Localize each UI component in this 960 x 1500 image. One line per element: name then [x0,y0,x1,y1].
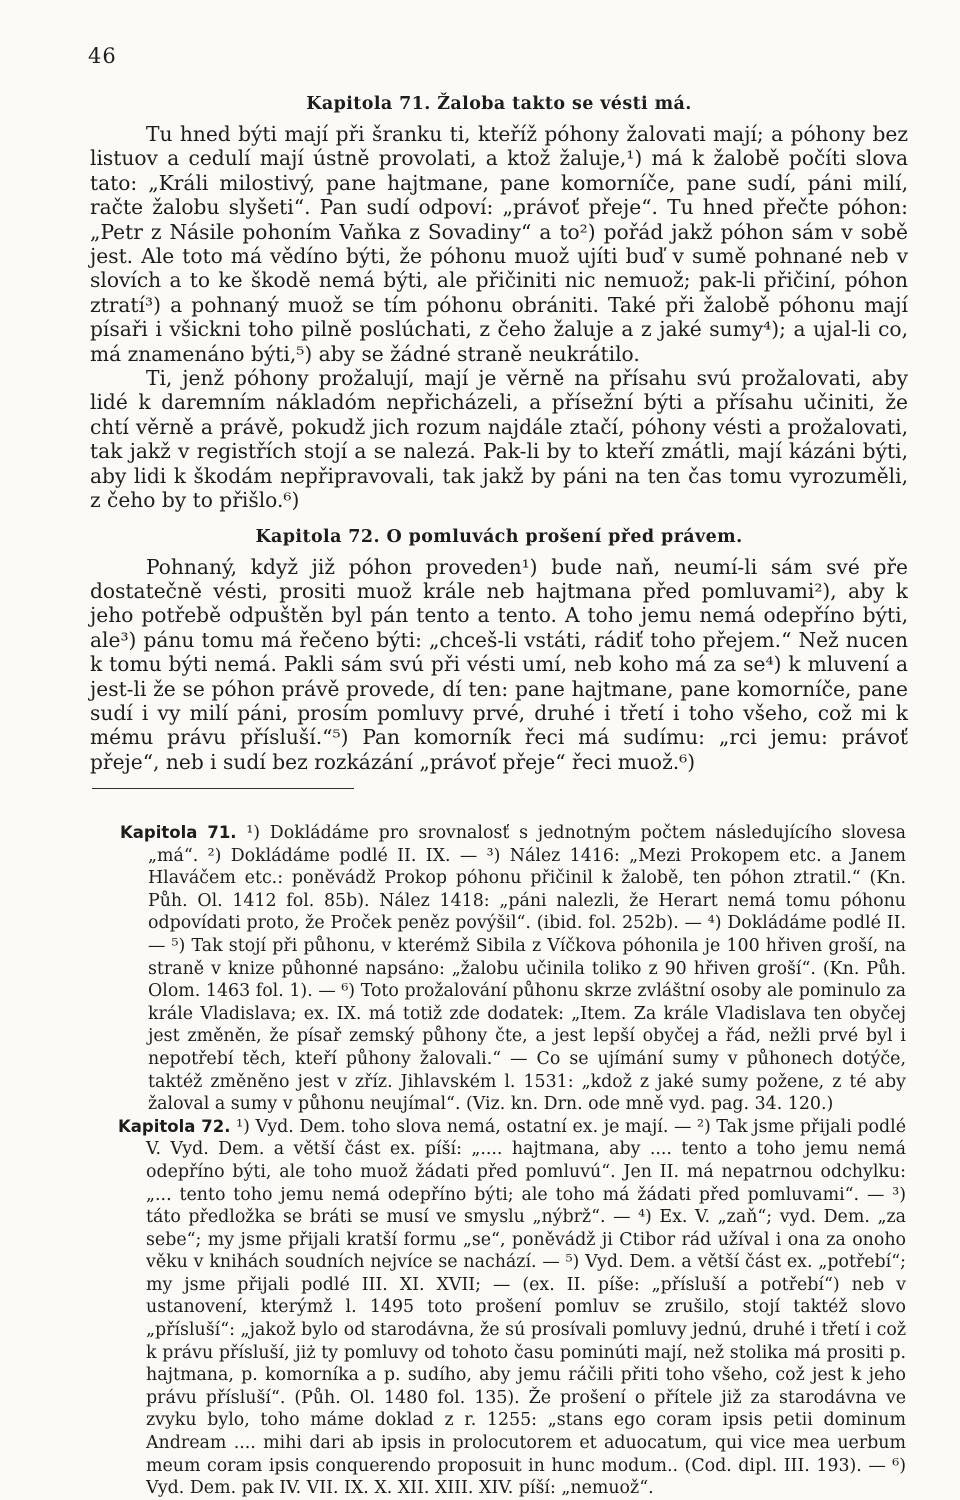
footnote-label-72: Kapitola 72. [118,1116,231,1136]
chapter-72-paragraph-1: Pohnaný, když již póhon proveden¹) bude naň, neumí-li sám své pře dostatečně vésti, prositi muož krále neb hajtmana před pomluvami²), aby k jeho potřebě odpuštěn byl pán tento a tento. A toho jemu nemá odepříno býti, ale³) pánu tomu má řečeno býti: „chceš-li vstáti, rádiť toho přejem.“ Než nucen k tomu býti nemá. Pakli sám svú při vésti umí, neb koho má za se⁴) k mluvení a jest-li že se póhon právě provede, dí ten: pane hajtmane, pane komorníče, pane sudí i vy milí páni, prosím pomluvy prvé, druhé i třetí i toho všeho, což mi k mému právu přísluší.“⁵) Pan komorník řeci má sudímu: „rci jemu: právoť přeje“, neb i sudí bez rozkázání „právoť přeje“ řeci muož.⁶) [90,554,908,774]
footnotes-chapter-72 [118,1116,906,1500]
footnotes-chapter-71 [120,822,906,1116]
footnote-divider [92,788,354,789]
main-text [90,90,908,789]
chapter-72-heading: Kapitola 72. O pomluvách prošení před právem. [255,526,743,547]
page-number: 46 [88,44,117,68]
footnotes [120,822,906,1500]
chapter-71-heading: Kapitola 71. Žaloba takto se vésti má. [306,94,692,114]
chapter-71-paragraph-2: Ti, jenž póhony prožalují, mají je věrně na přísahu svú prožalovati, aby lidé k daremním nákladóm nepřicházeli, a přísežní býti a přísahu učiniti, že chtí věrně a právě, pokudž jich rozum najdále ztačí, póhony vésti a prožalovati, tak jakž v registřích stojí a se nalezá. Pak-li by to kteří zmátli, mají kázáni býti, aby lidi k škodám nepřipravovali, tak jakž by páni na ten čas tomu vyrozuměli, z čeho by to přišlo.⁶) [90,366,908,513]
footnote-text-71: ¹) Dokládáme pro srovnalosť s jednotným počtem následujícího slovesa „má“. ²) Dokládáme podlé II. IX. — ³) Nález 1416: „Mezi Prokopem etc. a Janem Hlaváčem etc.: poněvádž Prokop póhonu přičinil k žalobě, ten póhon ztratil.“ (Kn. Půh. Ol. 1412 fol. 85b). Nález 1418: „páni nalezli, že Herart nemá tomu póhonu odpovídati proto, že Proček peněz povýšil“. (ibid. fol. 252b). — ⁴) Dokládáme podlé II. — ⁵) Tak stojí při půhonu, v kterémž Sibila z Víčkova póhonila je 100 hřiven groší, na straně v knize půhonné napsáno: „žalobu učinila toliko z 90 hřiven groší“. (Kn. Půh. Olom. 1463 fol. 1). — ⁶) Toto prožalování půhonu skrze zvláštní osoby ale pominulo za krále Vladislava; ex. IX. má totiž zde dodatek: „Item. Za krále Vladislava ten obyčej jest změněn, že písař zemský půhony čte, a jest lepší obyčej a řád, nežli prvé byl i nepotřebí těch, kteří půhony žalovali.“ — Co se ujímání sumy v půhonech dotýče, taktéž změněno jest v zříz. Jihlavském l. 1531: „kdož z jaké sumy požene, z té aby žaloval a sumy v půhonu neujímal“. (Viz. kn. Drn. ode mně vyd. pag. 34. 120.) [148,823,907,1115]
chapter-71-paragraph-1: Tu hned býti mají při šranku ti, kteříž póhony žalovati mají; a póhony bez listuov a cedulí mají ústně provolati, a ktož žaluje,¹) má k žalobě počíti slova tato: „Králi milostivý, pane hajtmane, pane komorníče, pane sudí, páni milí, račte žalobu slyšeti“. Pan sudí odpoví: „právoť přeje“. Tu hned přečte póhon: „Petr z Násile pohoním Vaňka z Sovadiny“ a to²) pořád jakž póhon sám v sobě jest. Ale toto má vědíno býti, že póhonu muož ujíti buď v sumě pohnané neb v slovích a to ke škodě nemá býti, ale přičiniti nic nemuož; pak-li přičiní, póhon ztratí³) a pohnaný muož se tím póhonu obrániti. Také při žalobě póhonu mají písaři i všickni toho pilně poslúchati, z čeho žaluje a z jaké sumy⁴); a ujal-li co, má znamenáno býti,⁵) aby se žádné straně neukrátilo. [90,122,908,366]
footnote-label-71: Kapitola 71. [120,823,237,842]
footnote-text-72: ¹) Vyd. Dem. toho slova nemá, ostatní ex. je mají. — ²) Tak jsme přijali podlé V. Vyd. Dem. a větší část ex. píší: „.... hajtmana, aby .... tento a toho jemu nemá odepříno býti, ale toho muož žádati před pomluvú“. Jen II. má nepatrnou odchylku: „... tento toho jemu nemá odepříno býti; ale toho má žádati před pomluvami“. — ³) táto předložka se bráti se musí ve smyslu „nýbrž“. — ⁴) Ex. V. „zaň“; vyd. Dem. „za sebe“; my jsme přijali kratší formu „se“, poněvádž ji Ctibor rád užíval i ona za onoho věku v knihách soudních nejvíce se nachází. — ⁵) Vyd. Dem. a větší část ex. „potřebí“; my jsme přijali podlé III. XI. XVII; — (ex. II. píše: „přísluší a potřebí“) neb v ustanovení, kterýmž l. 1495 toto prošení pomluv se zrušilo, stojí taktéž slovo „přísluší“: „jakož bylo od starodávna, že sú prosívali pomluvy jednú, druhé i třetí i což k právu přísluší, jiż ty pomluvy od tohoto času pominúti mají, než stolika má prositi p. hajtmana, p. komorníka a p. sudího, aby jemu ráčili přiti toho všeho, což jest k jeho právu přísluší“. (Půh. Ol. 1480 fol. 135). Že prošení o přítele již za starodávna ve zvyku bylo, toho máme doklad z r. 1255: „stans ego coram ipsis petii dominum Andream .... mihi dari ab ipsis in prolocutorem et aduocatum, qui vice mea uerbum meum coram ipsis conquerendo proposuit in hunc modum.. (Cod. dipl. III. 193). — ⁶) Vyd. Dem. pak IV. VII. IX. X. XII. XIII. XIV. píší: „nemuož“. [146,1116,907,1499]
